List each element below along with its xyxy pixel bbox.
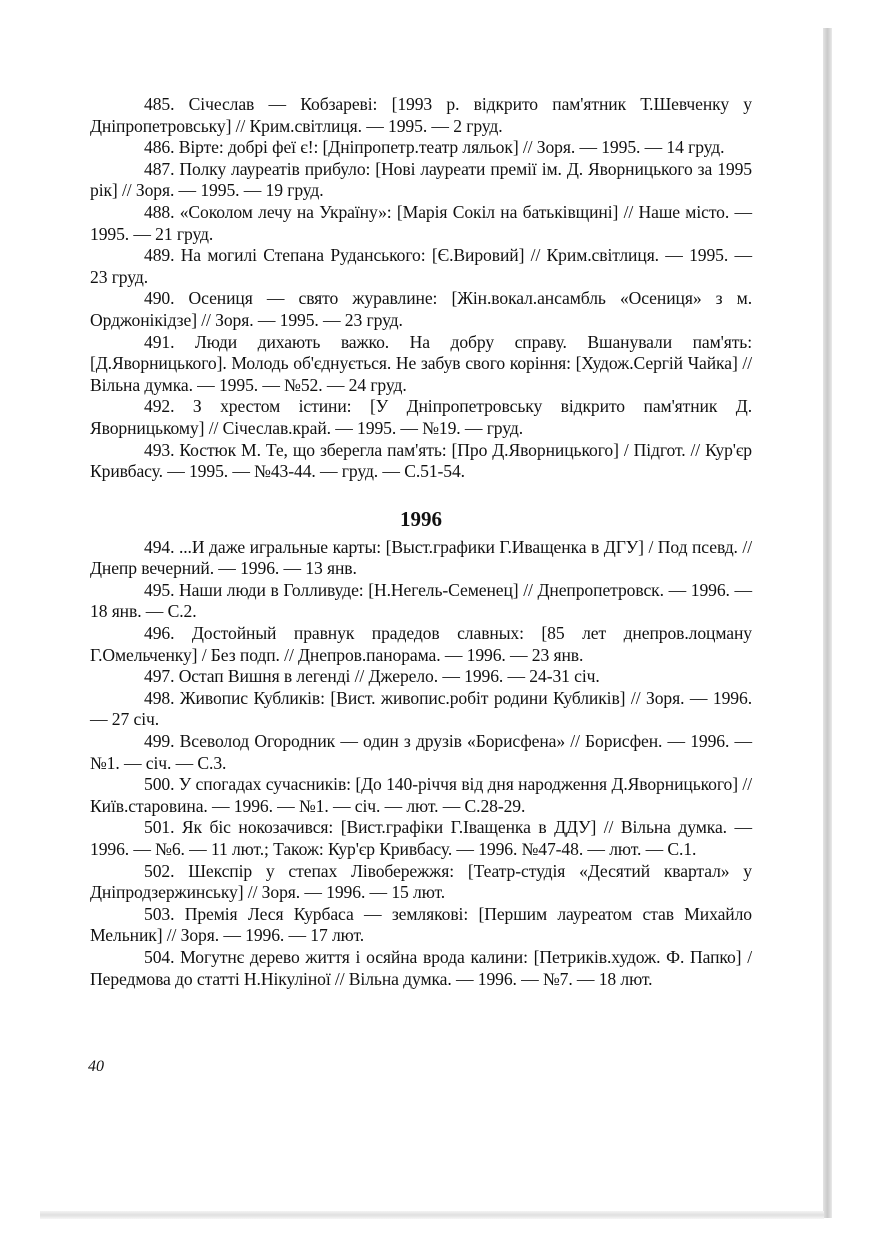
bibliography-entry: 488. «Соколом лечу на Україну»: [Марія Сокіл на батьківщині] // Наше місто. — 1995. — 21 груд. <box>90 201 752 244</box>
bibliography-entry: 500. У спогадах сучасників: [До 140-річчя від дня народження Д.Яворницького] // Київ.старовина. — 1996. — №1. — січ. — лют. — С.28-29. <box>90 774 752 816</box>
bibliography-entry: 495. Наши люди в Голливуде: [Н.Негель-Семенец] // Днепропетровск. — 1996. — 18 янв. — С.2. <box>90 579 752 622</box>
year-heading: 1996 <box>400 506 442 531</box>
bibliography-entry: 489. На могилі Степана Руданського: [Є.Вировий] // Крим.світлиця. — 1995. — 23 груд. <box>90 245 752 287</box>
bibliography-entry: 499. Всеволод Огородник — один з друзів «Борисфена» // Борисфен. — 1996. — №1. — січ. — С.3. <box>90 731 752 773</box>
bibliography-entry: 501. Як біс нокозачився: [Вист.графіки Г.Іващенка в ДДУ] // Вільна думка. — 1996. — №6. — 11 лют.; Також: Кур'єр Кривбасу. — 1996. №47-48. — лют. — С.1. <box>90 817 752 859</box>
bibliography-entry: 493. Костюк М. Те, що зберегла пам'ять: [Про Д.Яворницького] / Підгот. // Кур'єр Кривбасу. — 1995. — №43-44. — груд. — С.51-54. <box>90 439 752 482</box>
bibliography-list <box>90 94 752 990</box>
bibliography-entry: 502. Шекспір у степах Лівобережжя: [Театр-студія «Десятий квартал» у Дніпродзержинську] // Зоря. — 1996. — 15 лют. <box>90 860 752 903</box>
page-number: 40 <box>88 1058 104 1075</box>
scan-bottom-shadow <box>40 1211 824 1219</box>
bibliography-entry: 497. Остап Вишня в легенді // Джерело. — 1996. — 24-31 січ. <box>144 666 600 687</box>
bibliography-entry: 494. ...И даже игральные карты: [Выст.графики Г.Иващенка в ДГУ] / Под псевд. // Днепр вечерний. — 1996. — 13 янв. <box>90 536 752 579</box>
scan-edge-shadow <box>823 28 832 1218</box>
bibliography-entry: 492. З хрестом істини: [У Дніпропетровську відкрито пам'ятник Д. Яворницькому] // Січеслав.край. — 1995. — №19. — груд. <box>90 396 752 438</box>
bibliography-entry: 498. Живопис Кубликів: [Вист. живопис.робіт родини Кубликів] // Зоря. — 1996. — 27 січ. <box>90 687 752 730</box>
bibliography-entry: 487. Полку лауреатів прибуло: [Нові лауреати премії ім. Д. Яворницького за 1995 рік] // Зоря. — 1995. — 19 груд. <box>90 158 752 201</box>
bibliography-entry: 496. Достойный правнук прадедов славных: [85 лет днепров.лоцману Г.Омельченку] / Без подп. // Днепров.панорама. — 1996. — 23 янв. <box>90 623 752 665</box>
bibliography-entry: 503. Премія Леся Курбаса — землякові: [Першим лауреатом став Михайло Мельник] // Зоря. — 1996. — 17 лют. <box>90 903 752 946</box>
bibliography-entry: 485. Січеслав — Кобзареві: [1993 р. відкрито пам'ятник Т.Шевченку у Дніпропетровську] // Крим.світлиця. — 1995. — 2 груд. <box>90 94 752 136</box>
bibliography-entry: 491. Люди дихають важко. На добру справу. Вшанували пам'ять: [Д.Яворницького]. Молодь об'єднується. Не забув свого коріння: [Худож.Сергій Чайка] // Вільна думка. — 1995. — №52. — 24 груд. <box>90 331 752 395</box>
bibliography-entry: 490. Осениця — свято журавлине: [Жін.вокал.ансамбль «Осениця» з м. Орджонікідзе] // Зоря. — 1995. — 23 груд. <box>90 288 752 330</box>
bibliography-entry: 486. Вірте: добрі феї є!: [Дніпропетр.театр ляльок] // Зоря. — 1995. — 14 груд. <box>144 137 725 158</box>
bibliography-entry: 504. Могутнє дерево життя і осяйна врода калини: [Петриків.худож. Ф. Папко] / Передмова до статті Н.Нікуліної // Вільна думка. — 1996. — №7. — 18 лют. <box>90 946 752 989</box>
